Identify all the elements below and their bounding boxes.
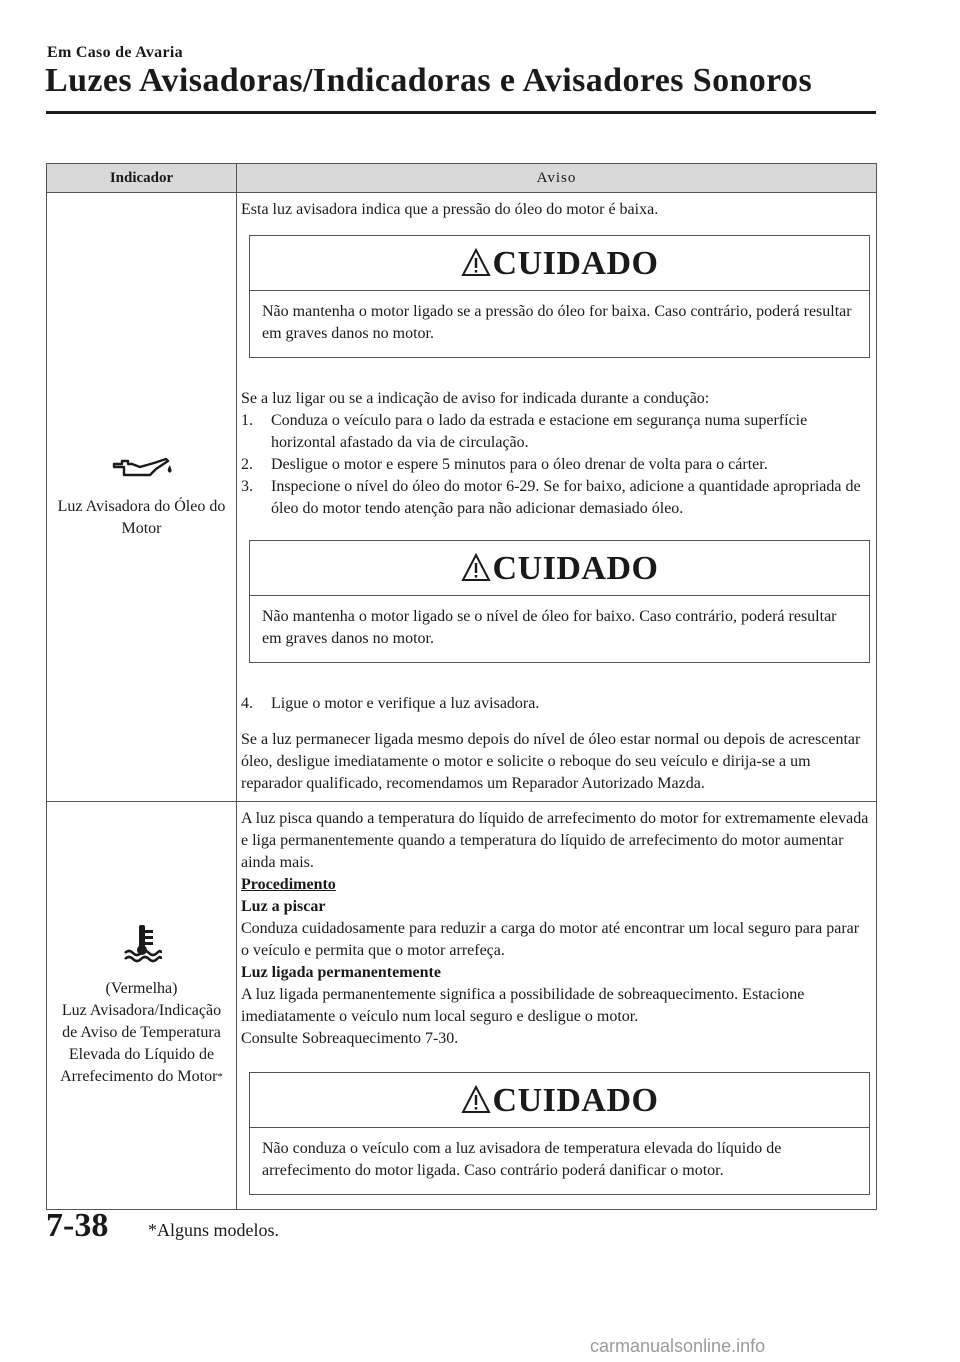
indicator-name-coolant: Luz Avisadora/Indicação de Aviso de Temperatura Elevada do Líquido de Arrefecimento do Motor* [60, 1002, 223, 1085]
caution-heading: CUIDADO [262, 244, 857, 284]
caution-box [249, 1072, 870, 1195]
steady-text: A luz ligada permanentemente significa a possibilidade de sobreaquecimento. Estacione imediatamente o veículo num local seguro e desligue o motor. [241, 986, 805, 1025]
steps-list [241, 410, 870, 520]
page-number: 7-38 [46, 1207, 109, 1244]
caution-box [249, 540, 870, 663]
indicator-color-label: (Vermelha) [105, 980, 178, 997]
oil-can-icon [53, 455, 230, 488]
indicator-cell-coolant [47, 802, 237, 1210]
table-row [47, 802, 877, 1210]
column-header-indicator: Indicador [47, 164, 237, 193]
oil-closing-text: Se a luz permanecer ligada mesmo depois do nível de óleo estar normal ou depois de acrescentar óleo, desligue imediatamente o motor e solicite o reboque do seu veículo e dirija-se a um reparador qualificado, recomendamos um Reparador Autorizado Mazda. [241, 731, 861, 792]
warning-triangle-icon [461, 248, 491, 278]
blinking-heading: Luz a piscar [241, 898, 326, 915]
table-header-row [47, 164, 877, 193]
list-item: 3. Inspecione o nível do óleo do motor 6-29. Se for baixo, adicione a quantidade apropriada de óleo do motor tendo atenção para não adicionar demasiado óleo. [241, 478, 861, 517]
steps-intro-text: Se a luz ligar ou se a indicação de aviso for indicada durante a condução: [241, 390, 710, 407]
warning-triangle-icon [461, 553, 491, 583]
reference-text: Consulte Sobreaquecimento 7-30. [241, 1030, 459, 1047]
caution-text: Não conduza o veículo com a luz avisadora de temperatura elevada do líquido de arrefecimento do motor ligada. Caso contrário poderá danificar o motor. [262, 1140, 782, 1179]
aviso-cell-coolant [237, 802, 877, 1210]
list-item: 4. Ligue o motor e verifique a luz avisadora. [241, 695, 540, 712]
steady-heading: Luz ligada permanentemente [241, 964, 441, 981]
caution-heading: CUIDADO [262, 549, 857, 589]
watermark: carmanualsonline.info [590, 1336, 766, 1356]
column-header-aviso: Aviso [237, 164, 877, 193]
indicator-name-oil: Luz Avisadora do Óleo do Motor [57, 497, 226, 537]
caution-box [249, 235, 870, 358]
page-title: Luzes Avisadoras/Indicadoras e Avisadores Sonoros [45, 62, 813, 99]
caution-text: Não mantenha o motor ligado se a pressão do óleo for baixa. Caso contrário, poderá resultar em graves danos no motor. [262, 303, 852, 342]
blinking-text: Conduza cuidadosamente para reduzir a carga do motor até encontrar um local seguro para parar o veículo e permita que o motor arrefeça. [241, 920, 860, 959]
footnote: *Alguns modelos. [148, 1220, 280, 1240]
coolant-intro-text: A luz pisca quando a temperatura do líquido de arrefecimento do motor for extremamente elevada e liga permanentemente quando a temperatura do líquido de arrefecimento do motor aumentar ainda mais. [241, 810, 869, 871]
list-item: 1. Conduza o veículo para o lado da estrada e estacione em segurança numa superfície horizontal afastado da via de circulação. [241, 412, 808, 451]
caution-text: Não mantenha o motor ligado se o nível de óleo for baixo. Caso contrário, poderá resultar em graves danos no motor. [262, 608, 837, 647]
indicator-cell-oil [47, 193, 237, 802]
caution-heading: CUIDADO [262, 1081, 857, 1121]
section-label: Em Caso de Avaria [47, 44, 183, 61]
aviso-cell-oil [237, 193, 877, 802]
warning-lights-table [46, 163, 877, 1210]
warning-triangle-icon [461, 1085, 491, 1115]
coolant-temperature-icon [53, 923, 230, 970]
steps-list-continued [241, 693, 870, 715]
oil-intro-text: Esta luz avisadora indica que a pressão do óleo do motor é baixa. [241, 201, 659, 218]
procedure-heading: Procedimento [241, 876, 336, 893]
title-divider [46, 111, 876, 114]
table-row [47, 193, 877, 802]
list-item: 2. Desligue o motor e espere 5 minutos para o óleo drenar de volta para o cárter. [241, 456, 768, 473]
asterisk-mark: * [217, 1071, 223, 1083]
